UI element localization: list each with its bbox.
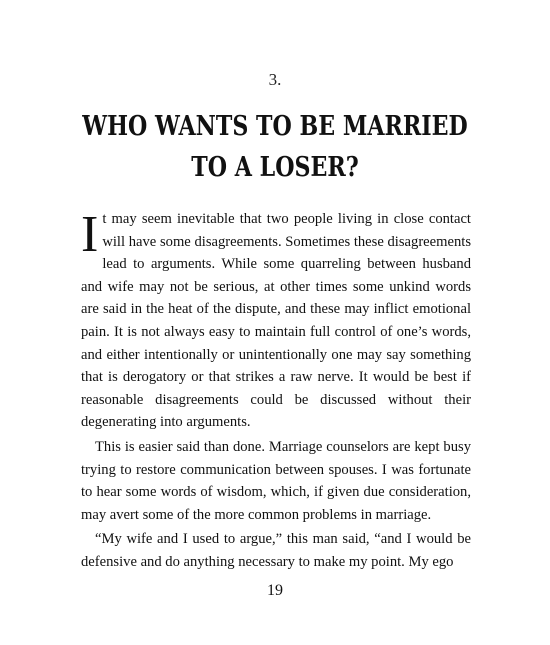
chapter-title-line-1: WHO WANTS TO BE MARRIED <box>82 111 468 142</box>
paragraph-3: “My wife and I used to argue,” this man said, “and I would be defensive and do anything necessary to make my point. My ego <box>81 531 471 570</box>
chapter-number: 3. <box>268 70 282 89</box>
drop-cap: I <box>81 206 99 263</box>
paragraph-1-text: t may seem inevitable that two people living in close contact will have some disagreements. Sometimes these disagreements lead to arguments. While some quarreling between husband and wife may not be serious, at other times some unkind words are said in the heat of the dispute, and these may inflict emotional pain. It is not always easy to maintain full control of one’s words, and either intentionally or unintentionally one may say something that is derogatory or that strikes a raw nerve. It would be best if reasonable disagreements could be discussed without their degenerating into arguments. <box>81 211 471 431</box>
body-text <box>81 208 471 576</box>
chapter-title-line-2: TO A LOSER? <box>191 152 359 183</box>
paragraph-2: This is easier said than done. Marriage counselors are kept busy trying to restore communication between spouses. I was fortunate to hear some words of wisdom, which, if given due consideration, may avert some of the more common problems in marriage. <box>81 438 471 523</box>
paragraph-1 <box>81 208 471 434</box>
page-number: 19 <box>267 582 283 599</box>
chapter-title <box>50 106 501 188</box>
